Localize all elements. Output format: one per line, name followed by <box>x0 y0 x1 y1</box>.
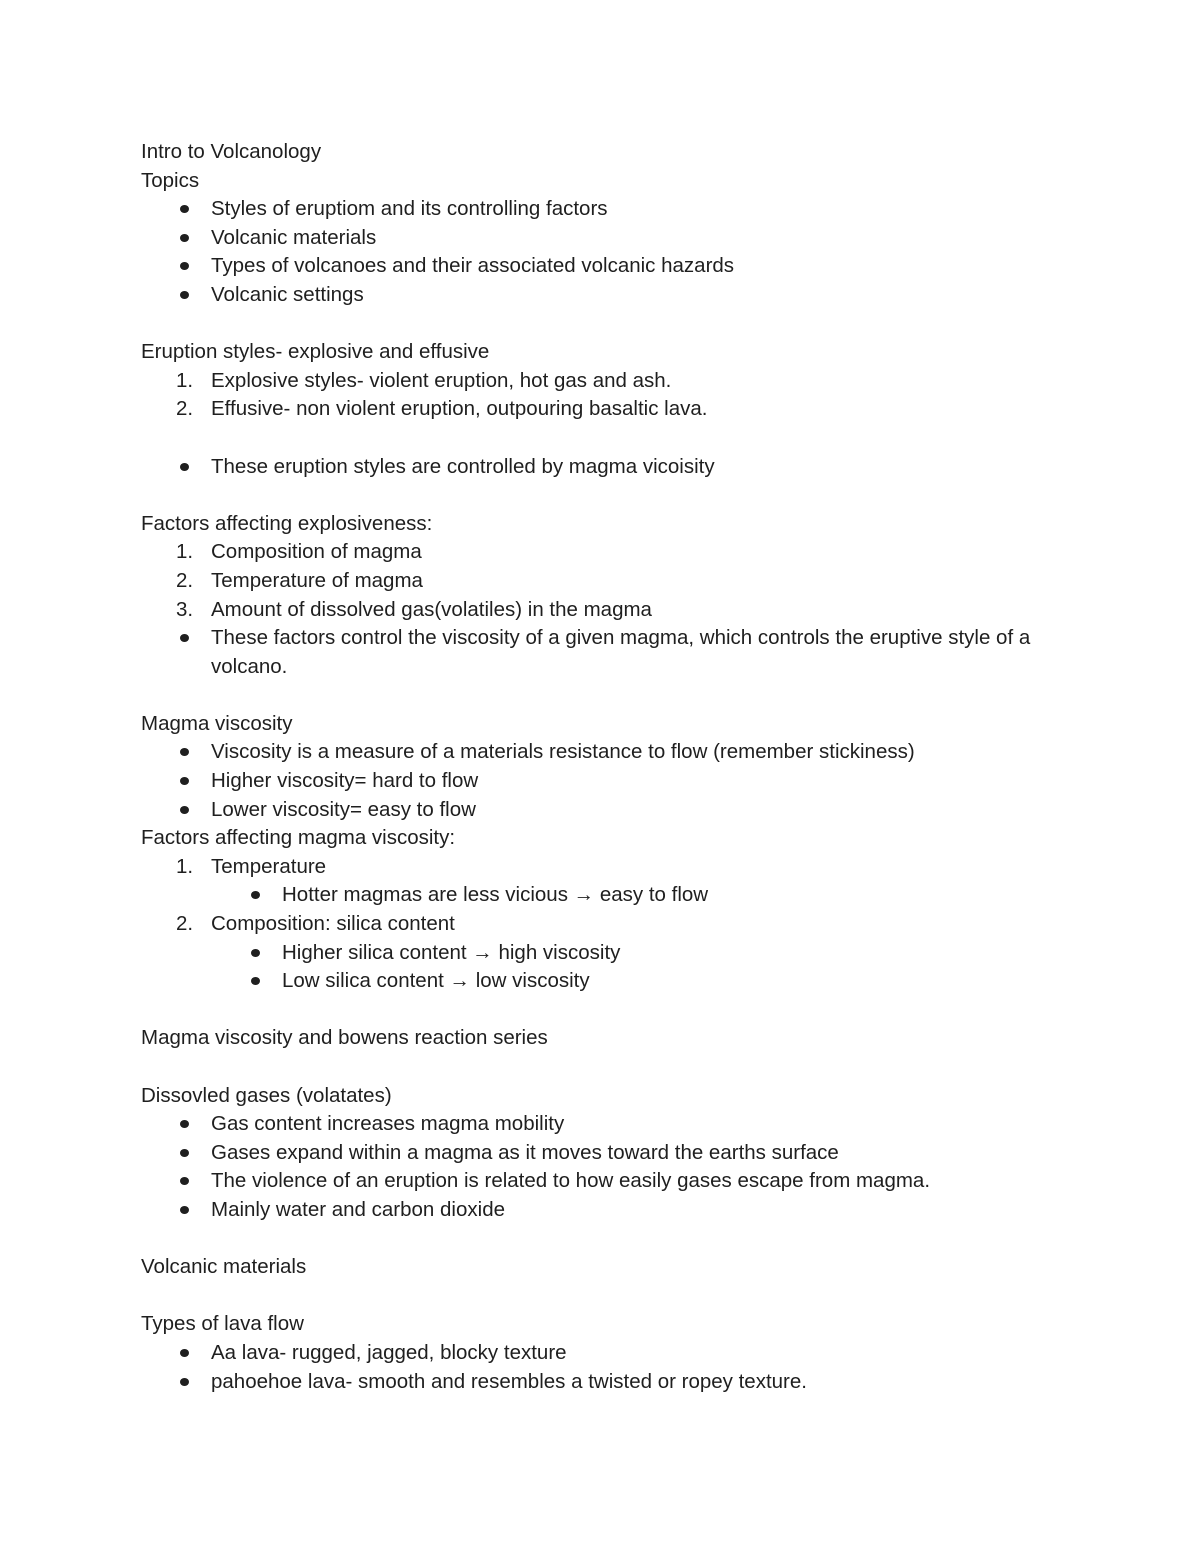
bullet-icon <box>180 806 189 814</box>
bullet-icon <box>180 1378 189 1386</box>
numbered-item: 3. Amount of dissolved gas(volatiles) in the magma <box>141 596 1081 625</box>
bullet-icon <box>180 205 189 213</box>
bullet-icon <box>180 748 189 756</box>
numbered-item: 2. Composition: silica content <box>141 910 1081 939</box>
spacer <box>141 310 1081 339</box>
bullet-icon <box>180 463 189 471</box>
bullet-icon <box>180 1120 189 1128</box>
numbered-item: 1. Temperature <box>141 853 1081 882</box>
bullet-icon <box>180 291 189 299</box>
list-item: Gases expand within a magma as it moves toward the earths surface <box>141 1139 1081 1168</box>
sub-list-item: Hotter magmas are less vicious → easy to flow <box>141 881 1081 910</box>
list-item: Volcanic materials <box>141 224 1081 253</box>
numbered-item: 2. Effusive- non violent eruption, outpouring basaltic lava. <box>141 395 1081 424</box>
volcanic-materials-heading: Volcanic materials <box>141 1255 307 1279</box>
spacer <box>141 424 1081 453</box>
bullet-icon <box>251 891 260 899</box>
bowens-heading: Magma viscosity and bowens reaction series <box>141 1026 548 1050</box>
bullet-icon <box>180 777 189 785</box>
list-item: Higher viscosity= hard to flow <box>141 767 1081 796</box>
spacer <box>141 481 1081 510</box>
sub-list-item: Low silica content → low viscosity <box>141 967 1081 996</box>
list-item: Volcanic settings <box>141 281 1081 310</box>
list-item: The violence of an eruption is related to how easily gases escape from magma. <box>141 1167 1081 1196</box>
bullet-icon <box>180 1177 189 1185</box>
spacer <box>141 1282 1081 1311</box>
list-item: Types of volcanoes and their associated volcanic hazards <box>141 252 1081 281</box>
list-number: 1. <box>176 540 194 564</box>
document-page <box>141 138 1081 1396</box>
bullet-icon <box>180 1206 189 1214</box>
bullet-icon <box>180 634 189 642</box>
list-item: Lower viscosity= easy to flow <box>141 796 1081 825</box>
list-number: 1. <box>176 854 194 878</box>
list-number: 2. <box>176 568 194 592</box>
list-item: Aa lava- rugged, jagged, blocky texture <box>141 1339 1081 1368</box>
list-item: Mainly water and carbon dioxide <box>141 1196 1081 1225</box>
numbered-item: 2. Temperature of magma <box>141 567 1081 596</box>
factors-viscosity-heading: Factors affecting magma viscosity: <box>141 826 456 850</box>
sub-list-item: Higher silica content → high viscosity <box>141 939 1081 968</box>
list-item: Gas content increases magma mobility <box>141 1110 1081 1139</box>
dissolved-gases-heading: Dissovled gases (volatates) <box>141 1083 392 1107</box>
bullet-icon <box>180 234 189 242</box>
spacer <box>141 1053 1081 1082</box>
topics-heading: Topics <box>141 168 200 192</box>
factors-explosiveness-heading: Factors affecting explosiveness: <box>141 511 433 535</box>
bullet-icon <box>180 262 189 270</box>
bullet-icon <box>180 1149 189 1157</box>
list-item: pahoehoe lava- smooth and resembles a twisted or ropey texture. <box>141 1368 1081 1397</box>
list-item: These eruption styles are controlled by magma vicoisity <box>141 453 1081 482</box>
spacer <box>141 1225 1081 1254</box>
list-number: 2. <box>176 397 194 421</box>
numbered-item: 1. Explosive styles- violent eruption, hot gas and ash. <box>141 367 1081 396</box>
bullet-icon <box>251 949 260 957</box>
bullet-icon <box>251 977 260 985</box>
list-number: 3. <box>176 597 194 621</box>
bullet-icon <box>180 1349 189 1357</box>
eruption-styles-heading: Eruption styles- explosive and effusive <box>141 340 490 364</box>
document-title: Intro to Volcanology <box>141 140 322 163</box>
list-item: Styles of eruptiom and its controlling factors <box>141 195 1081 224</box>
list-item: These factors control the viscosity of a given magma, which controls the eruptive style of a volcano. <box>141 624 1081 681</box>
magma-viscosity-heading: Magma viscosity <box>141 711 293 735</box>
numbered-item: 1. Composition of magma <box>141 538 1081 567</box>
spacer <box>141 681 1081 710</box>
list-item: Viscosity is a measure of a materials resistance to flow (remember stickiness) <box>141 738 1081 767</box>
list-number: 1. <box>176 368 194 392</box>
spacer <box>141 996 1081 1025</box>
list-number: 2. <box>176 912 194 936</box>
lava-flow-heading: Types of lava flow <box>141 1312 304 1336</box>
